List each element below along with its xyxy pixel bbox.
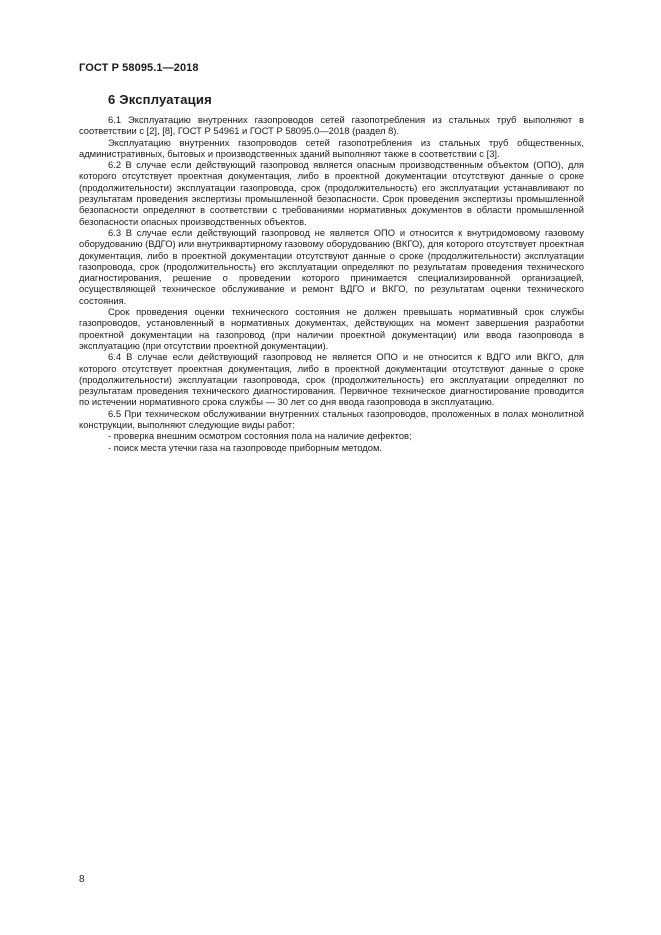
document-body bbox=[79, 114, 584, 453]
standard-header: ГОСТ Р 58095.1—2018 bbox=[79, 62, 199, 74]
paragraph-6-1-cont: Эксплуатацию внутренних газопроводов сетей газопотребления из стальных труб общественных, административных, бытовых и производственных зданий выполняют также в соответствии с [3]. bbox=[79, 136, 584, 159]
paragraph-6-4: 6.4 В случае если действующий газопровод не является ОПО и не относится к ВДГО или ВКГО, для которого отсутствует проектная документация, либо в проектной документации отсутствуют данные о сроке (продолжительности) эксплуатации газопровода, срок (продолжительность) его эксплуатации определяют по результатам проведения технического диагностирования. Первичное техническое диагностирование проводится по истечении нормативного срока службы — 30 лет со дня ввода газопровода в эксплуатацию. bbox=[79, 351, 584, 408]
section-title: 6 Эксплуатация bbox=[108, 92, 212, 107]
paragraph-6-3: 6.3 В случае если действующий газопровод не является ОПО и относится к внутридомовому газовому оборудованию (ВДГО) или внутриквартирному газовому оборудованию (ВКГО), для которого отсутствует проектная документация, либо в проектной документации отсутствуют данные о сроке (продолжительности) эксплуатации газопровода, срок (продолжительность) его эксплуатации определяют по результатам проведения технического диагностирования, решение о проведении которого принимается специализированной организацией, осуществляющей техническое обслуживание и ремонт ВДГО и ВКГО, по результатам оценки технического состояния. bbox=[79, 226, 584, 306]
paragraph-6-5: 6.5 При техническом обслуживании внутренних стальных газопроводов, проложенных в полах монолитной конструкции, выполняют следующие виды работ: bbox=[79, 407, 584, 431]
page-number: 8 bbox=[79, 874, 85, 885]
paragraph-6-1: 6.1 Эксплуатацию внутренних газопроводов сетей газопотребления из стальных труб выполняют в соответствии с [2], [8], ГОСТ Р 54961 и ГОСТ Р 58095.0—2018 (раздел 8). bbox=[79, 114, 584, 137]
list-item: - проверка внешним осмотром состояния пола на наличие дефектов; bbox=[108, 430, 412, 442]
paragraph-6-2: 6.2 В случае если действующий газопровод является опасным производственным объектом (ОПО), для которого отсутствует проектная документация, либо в проектной документации отсутствуют данные о сроке (продолжительности) эксплуатации газопровода, срок (продолжительность) его эксплуатации устанавливают по результатам проведения экспертизы промышленной безопасности. Срок проведения экспертизы промышленной безопасности определяют в соответствии с требованиями нормативных документов в области промышленной безопасности опасных производственных объектов. bbox=[79, 159, 584, 227]
list-item: - поиск места утечки газа на газопроводе приборным методом. bbox=[108, 441, 383, 453]
paragraph-6-3-cont: Срок проведения оценки технического состояния не должен превышать нормативный срок службы газопроводов, установленный в нормативных документах, действующих на момент завершения разработки проектной документации на газопровод (при наличии проектной документации) или ввода газопровода в эксплуатацию (при отсутствии проектной документации). bbox=[79, 306, 584, 351]
